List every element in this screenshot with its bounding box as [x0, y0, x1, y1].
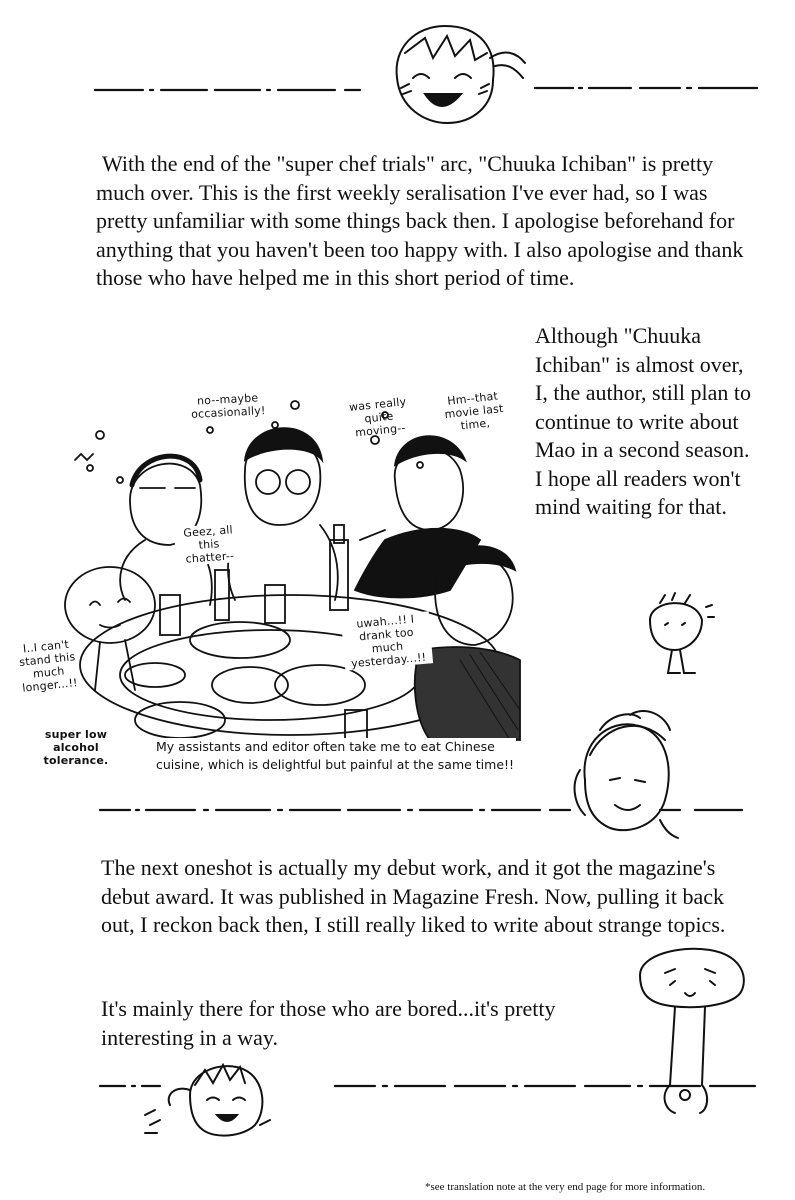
speech-moving: was really quite moving-- [348, 395, 407, 440]
chibi-face-top-illustration [375, 18, 530, 128]
bored-paragraph: It's mainly there for those who are bored...it's pretty interesting in a way. [101, 996, 556, 1050]
oneshot-paragraph: The next oneshot is actually my debut work, and it got the magazine's debut award. It was published in Magazine Fresh. Now, pulling it back out, I reckon back then, I still really liked to write about strange topics. [101, 855, 726, 937]
illustration-caption: My assistants and editor often take me to eat Chinese cuisine, which is delightful but painful at the same time!! [156, 739, 515, 772]
girl-face-illustration [570, 710, 680, 840]
small-chibi-illustration [640, 595, 720, 680]
translation-footnote: *see translation note at the very end page for more information. [425, 1181, 706, 1193]
tolerance-note: super low alcohol tolerance. [43, 728, 109, 767]
intro-paragraph: With the end of the "super chef trials" arc, "Chuuka Ichiban" is pretty much over. This is the first weekly seralisation I've ever had, so I was pretty unfamiliar with some things back then. I apologise beforehand for anything that you haven't been too happy with. I also apologise and thank those who have helped me in this short period of time. [96, 151, 744, 290]
speech-geez: Geez, all this chatter-- [174, 523, 245, 567]
speech-uwah: uwah...!! I drank too much yesterday...!! [341, 611, 433, 670]
speech-maybe: no--maybe occasionally! [190, 391, 266, 421]
speech-movie: Hm--that movie last time, [443, 389, 505, 433]
speech-cant-stand: I..I can't stand this much longer...!! [18, 637, 79, 695]
side-paragraph: Although "Chuuka Ichiban" is almost over, I, the author, still plan to continue to write about Mao in a second season. I hope all readers won't mind waiting for that. [535, 323, 752, 519]
dinner-table-illustration [40, 390, 535, 780]
chibi-face-bottom-illustration [145, 1055, 280, 1140]
standing-chibi-illustration [630, 945, 750, 1125]
